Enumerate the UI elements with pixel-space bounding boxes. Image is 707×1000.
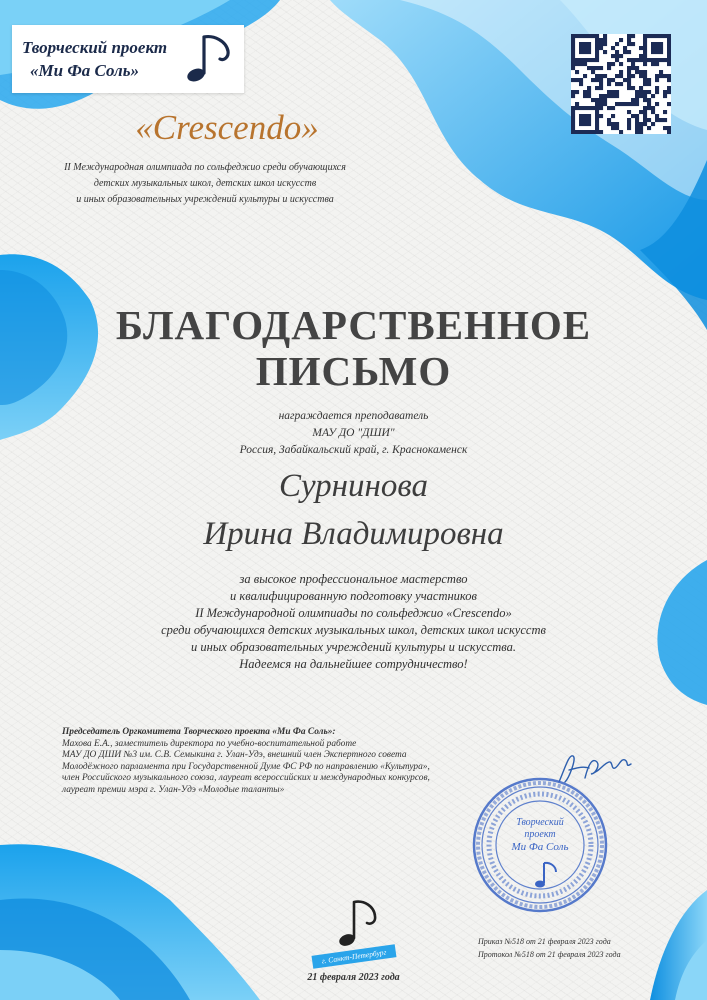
reason-line: и квалифицированную подготовку участников bbox=[230, 589, 477, 603]
music-note-icon bbox=[334, 898, 378, 950]
city-ribbon: г. Санкт-Петербург bbox=[312, 944, 397, 969]
certificate-title: БЛАГОДАРСТВЕННОЕ bbox=[115, 302, 592, 348]
music-note-icon bbox=[184, 33, 236, 87]
logo-subtitle: «Ми Фа Соль» bbox=[30, 61, 140, 80]
reason-line: за высокое профессиональное мастерство bbox=[239, 572, 468, 586]
signatory-line: Махова Е.А., заместитель директора по учебно-воспитательной работе bbox=[62, 738, 357, 749]
recipient-school: МАУ ДО "ДШИ" bbox=[312, 427, 395, 439]
reason-line: среди обучающихся детских музыкальных школ, детских школ искусств bbox=[161, 623, 546, 637]
signatory-title: Председатель Оргкомитета Творческого проекта «Ми Фа Соль»: bbox=[62, 727, 336, 737]
event-description-line: II Международная олимпиада по сольфеджио среди обучающихся bbox=[64, 162, 346, 173]
event-description-line: детских музыкальных школ, детских школ искусств bbox=[93, 178, 317, 189]
event-name: «Crescendo» bbox=[135, 108, 319, 147]
signatory-block bbox=[62, 727, 430, 796]
protocol-number: Протокол №518 от 21 февраля 2023 года bbox=[478, 950, 621, 959]
project-logo bbox=[12, 25, 244, 93]
reason-line: и иных образовательных учреждений культуры и искусства. bbox=[191, 640, 516, 654]
stamp-center-text bbox=[470, 817, 610, 853]
logo-title: Творческий проект bbox=[22, 38, 168, 57]
stamp-text-line: проект bbox=[524, 829, 556, 840]
recipient-given-names: Ирина Владимировна bbox=[203, 516, 504, 552]
recipient-location: Россия, Забайкальский край, г. Краснокаменск bbox=[239, 444, 468, 456]
reason-line: II Международной олимпиады по сольфеджио «Crescendo» bbox=[195, 606, 512, 620]
closing-line: Надеемся на дальнейшее сотрудничество! bbox=[239, 657, 468, 671]
stamp-text-line: Творческий bbox=[516, 817, 564, 828]
certificate-title-line2: ПИСЬМО bbox=[255, 348, 452, 394]
qr-code-icon bbox=[571, 34, 671, 134]
signatory-line: лауреат премии мэра г. Улан-Удэ «Молодые таланты» bbox=[62, 784, 285, 795]
signatory-line: МАУ ДО ДШИ №3 им. С.В. Семыкина г. Улан-Удэ, внешний член Экспертного совета bbox=[62, 750, 407, 760]
signatory-line: Молодёжного парламента при Государственной Думе ФС РФ по направлению «Культура», bbox=[62, 761, 430, 772]
recipient-surname: Сурнинова bbox=[278, 468, 429, 504]
event-description-line: и иных образовательных учреждений культуры и искусства bbox=[76, 194, 334, 205]
recipient-role: награждается преподаватель bbox=[278, 410, 429, 422]
order-number: Приказ №518 от 21 февраля 2023 года bbox=[478, 937, 611, 946]
signatory-line: член Российского музыкального союза, лауреат всероссийских и международных конкурсов, bbox=[62, 773, 430, 783]
issue-date: 21 февраля 2023 года bbox=[307, 972, 400, 983]
stamp-text-line: Ми Фа Соль bbox=[511, 841, 569, 853]
